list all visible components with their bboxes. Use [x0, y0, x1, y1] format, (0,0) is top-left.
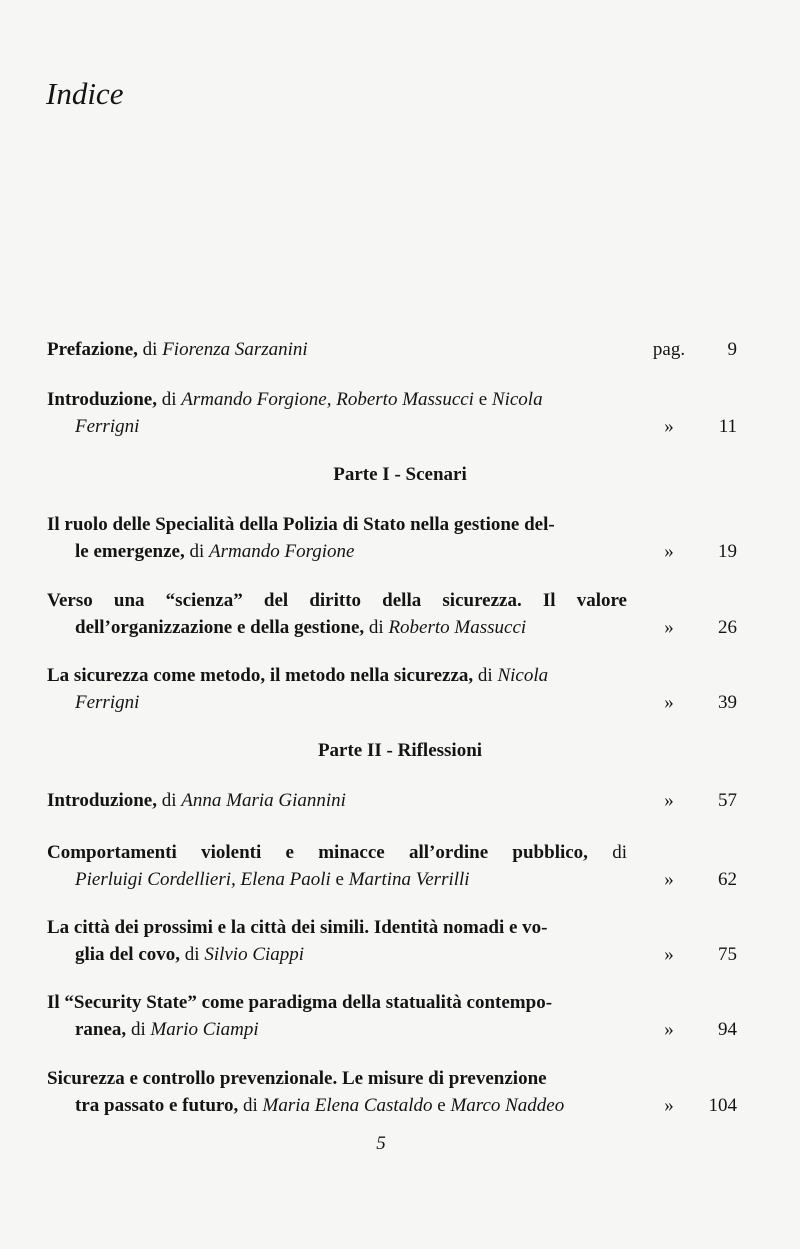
- entry-line: [47, 588, 627, 615]
- entry-title: ranea,: [75, 1018, 127, 1040]
- entry-line: [47, 615, 737, 642]
- entry-title: Il ruolo delle Specialità della Polizia di Stato nella gestione del-: [47, 514, 555, 535]
- page-marker: »: [664, 868, 674, 890]
- entry-connector: e: [473, 389, 492, 410]
- entry-line: [47, 915, 737, 942]
- page-marker: »: [664, 943, 674, 965]
- entry-line: [47, 867, 737, 894]
- entry-line: [47, 512, 737, 539]
- entry-line: [47, 539, 737, 566]
- entry-connector: di: [473, 665, 498, 686]
- page-marker: »: [664, 1018, 674, 1040]
- toc-entry[interactable]: [47, 915, 737, 968]
- entry-line: [47, 942, 737, 969]
- part-heading: Parte I - Scenari: [333, 464, 467, 485]
- entry-title: Sicurezza e controllo prevenzionale. Le misure di prevenzione: [47, 1068, 547, 1089]
- page-number: 57: [718, 790, 737, 811]
- toc-entry[interactable]: [47, 788, 737, 815]
- page-marker: »: [664, 790, 674, 811]
- entry-author: Pierluigi Cordellieri, Elena Paoli: [75, 868, 331, 890]
- page-number: 62: [718, 868, 737, 890]
- toc-entry[interactable]: [47, 990, 737, 1043]
- toc-entry[interactable]: [47, 337, 737, 364]
- page-marker: »: [664, 540, 674, 562]
- entry-author: Armando Forgione: [209, 540, 355, 562]
- toc-entry[interactable]: [47, 387, 737, 440]
- entry-author: Mario Ciampi: [150, 1018, 259, 1040]
- entry-connector: di: [156, 790, 182, 811]
- toc-entry[interactable]: [47, 663, 737, 716]
- entry-title: tra passato e futuro,: [75, 1094, 239, 1116]
- entry-line: [47, 1093, 737, 1120]
- entry-author: Nicola: [491, 389, 543, 410]
- entry-connector: di: [180, 943, 205, 965]
- page-marker: pag.: [652, 339, 686, 360]
- entry-title: La sicurezza come metodo, il metodo nella sicurezza,: [47, 665, 474, 686]
- toc-entry[interactable]: [47, 840, 737, 893]
- entry-line: [47, 840, 627, 867]
- entry-author: Marco Naddeo: [450, 1094, 565, 1116]
- entry-connector: di: [587, 842, 627, 863]
- folio-page-number: 5: [376, 1133, 386, 1154]
- page-number: 104: [708, 1094, 737, 1116]
- entry-line: [47, 990, 737, 1017]
- entry-title: Verso una “scienza” del diritto della sicurezza. Il valore: [47, 590, 627, 611]
- entry-line: [47, 788, 737, 815]
- entry-line: [47, 337, 737, 364]
- entry-connector: di: [184, 540, 209, 562]
- entry-connector: di: [364, 616, 389, 638]
- entry-title: Il “Security State” come paradigma della statualità contempo-: [47, 992, 553, 1013]
- entry-author: Maria Elena Castaldo: [262, 1094, 433, 1116]
- entry-connector: di: [156, 389, 182, 410]
- toc-entry[interactable]: [47, 1066, 737, 1119]
- entry-connector: e: [330, 868, 349, 890]
- page-number: 26: [718, 616, 737, 638]
- entry-title: Introduzione,: [47, 790, 157, 811]
- entry-connector: di: [238, 1094, 263, 1116]
- entry-connector: e: [432, 1094, 451, 1116]
- entry-line: [47, 1066, 737, 1093]
- page-marker: »: [664, 1094, 674, 1116]
- entry-author: Roberto Massucci: [388, 616, 527, 638]
- page-marker: »: [664, 415, 674, 437]
- toc-entry[interactable]: [47, 588, 737, 641]
- entry-author: Silvio Ciappi: [204, 943, 305, 965]
- entry-author: Fiorenza Sarzanini: [162, 339, 308, 360]
- entry-title: le emergenze,: [75, 540, 185, 562]
- entry-author: Ferrigni: [75, 415, 140, 437]
- entry-author: Martina Verrilli: [348, 868, 470, 890]
- entry-author: Armando Forgione, Roberto Massucci: [181, 389, 474, 410]
- entry-title: Introduzione,: [47, 389, 157, 410]
- page-number: 9: [727, 339, 737, 360]
- page-number: 75: [718, 943, 737, 965]
- entry-title: La città dei prossimi e la città dei simili. Identità nomadi e vo-: [47, 917, 548, 938]
- toc-entry[interactable]: [47, 512, 737, 565]
- entry-title: Prefazione,: [47, 339, 138, 360]
- entry-connector: di: [137, 339, 163, 360]
- page-number: 19: [718, 540, 737, 562]
- page-marker: »: [664, 616, 674, 638]
- page-number: 11: [718, 415, 737, 437]
- page-heading: Indice: [46, 76, 124, 111]
- page-number: 94: [718, 1018, 737, 1040]
- entry-title: Comportamenti violenti e minacce all’ordine pubblico,: [47, 842, 588, 863]
- entry-line: [47, 387, 737, 414]
- entry-line: [47, 690, 737, 717]
- entry-line: [47, 1017, 737, 1044]
- page-number: 39: [718, 691, 737, 713]
- entry-author: Nicola: [497, 665, 549, 686]
- entry-title: dell’organizzazione e della gestione,: [75, 616, 365, 638]
- entry-line: [47, 663, 737, 690]
- entry-author: Ferrigni: [75, 691, 140, 713]
- entry-author: Anna Maria Giannini: [181, 790, 346, 811]
- part-heading: Parte II - Riflessioni: [317, 740, 483, 761]
- page-marker: »: [664, 691, 674, 713]
- entry-connector: di: [126, 1018, 151, 1040]
- entry-title: glia del covo,: [75, 943, 181, 965]
- entry-line: [47, 414, 737, 441]
